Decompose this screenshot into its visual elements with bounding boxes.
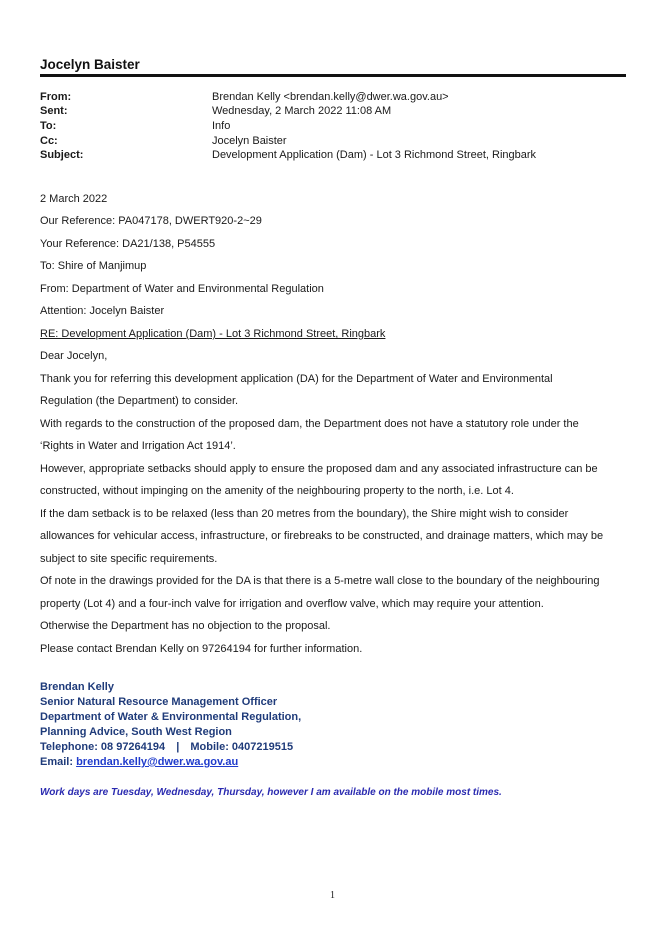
cc-label: Cc:	[40, 135, 58, 147]
signature-unit: Planning Advice, South West Region	[40, 726, 232, 738]
signature-department: Department of Water & Environmental Regulation,	[40, 711, 302, 723]
to-label: To:	[40, 120, 57, 132]
from-label: From:	[40, 91, 72, 103]
page-number: 1	[330, 890, 335, 901]
paragraph-7: Please contact Brendan Kelly on 97264194 for further information.	[40, 643, 363, 655]
paragraph-6: Otherwise the Department has no objection to the proposal.	[40, 620, 331, 632]
signature-email-label: Email:	[40, 756, 74, 768]
signature-separator: |	[176, 741, 180, 753]
your-reference: Your Reference: DA21/138, P54555	[40, 238, 216, 250]
signature-email-line	[40, 755, 238, 770]
sent-label: Sent:	[40, 105, 68, 117]
signature-title: Senior Natural Resource Management Officer	[40, 696, 278, 708]
paragraph-3-line-2: constructed, without impinging on the amenity of the neighbouring property to the north, i.e. Lot 4.	[40, 485, 514, 497]
paragraph-5-line-2: property (Lot 4) and a four-inch valve for irrigation and overflow valve, which may require your attention.	[40, 598, 544, 610]
signature-telephone: Telephone: 08 97264194	[40, 741, 166, 753]
paragraph-4-line-1: If the dam setback is to be relaxed (less than 20 metres from the boundary), the Shire might wish to consider	[40, 508, 569, 520]
letter-from: From: Department of Water and Environmental Regulation	[40, 283, 324, 295]
paragraph-4-line-3: subject to site specific requirements.	[40, 553, 218, 565]
signature-email-link[interactable]: brendan.kelly@dwer.wa.gov.au	[76, 756, 239, 768]
paragraph-2-line-1: With regards to the construction of the proposed dam, the Department does not have a statutory role under the	[40, 418, 579, 430]
letter-greeting: Dear Jocelyn,	[40, 350, 108, 362]
letter-to: To: Shire of Manjimup	[40, 260, 147, 272]
subject-label: Subject:	[40, 149, 84, 161]
letter-attention: Attention: Jocelyn Baister	[40, 305, 165, 317]
to-value: Info	[212, 120, 231, 132]
our-reference: Our Reference: PA047178, DWERT920-2~29	[40, 215, 262, 227]
paragraph-4-line-2: allowances for vehicular access, infrastructure, or firebreaks to be constructed, and drainage matters, which may be	[40, 530, 604, 542]
letter-re-subject: RE: Development Application (Dam) - Lot 3 Richmond Street, Ringbark	[40, 328, 386, 340]
signature-phone-line	[40, 740, 293, 755]
from-value: Brendan Kelly <brendan.kelly@dwer.wa.gov.au>	[212, 91, 449, 103]
sent-value: Wednesday, 2 March 2022 11:08 AM	[212, 105, 392, 117]
header-divider	[40, 74, 626, 77]
signature-name: Brendan Kelly	[40, 681, 114, 693]
paragraph-3-line-1: However, appropriate setbacks should apply to ensure the proposed dam and any associated infrastructure can be	[40, 463, 598, 475]
paragraph-1-line-2: Regulation (the Department) to consider.	[40, 395, 239, 407]
paragraph-1-line-1: Thank you for referring this development application (DA) for the Department of Water and Environmental	[40, 373, 553, 385]
letter-date: 2 March 2022	[40, 193, 108, 205]
subject-value: Development Application (Dam) - Lot 3 Richmond Street, Ringbark	[212, 149, 537, 161]
signature-mobile: Mobile: 0407219515	[190, 741, 294, 753]
paragraph-2-line-2: ‘Rights in Water and Irrigation Act 1914’.	[40, 440, 236, 452]
signature-work-days-note: Work days are Tuesday, Wednesday, Thursday, however I am available on the mobile most times.	[40, 787, 502, 798]
paragraph-5-line-1: Of note in the drawings provided for the DA is that there is a 5-metre wall close to the boundary of the neighbouring	[40, 575, 600, 587]
mailbox-owner-name: Jocelyn Baister	[40, 57, 140, 72]
cc-value: Jocelyn Baister	[212, 135, 287, 147]
